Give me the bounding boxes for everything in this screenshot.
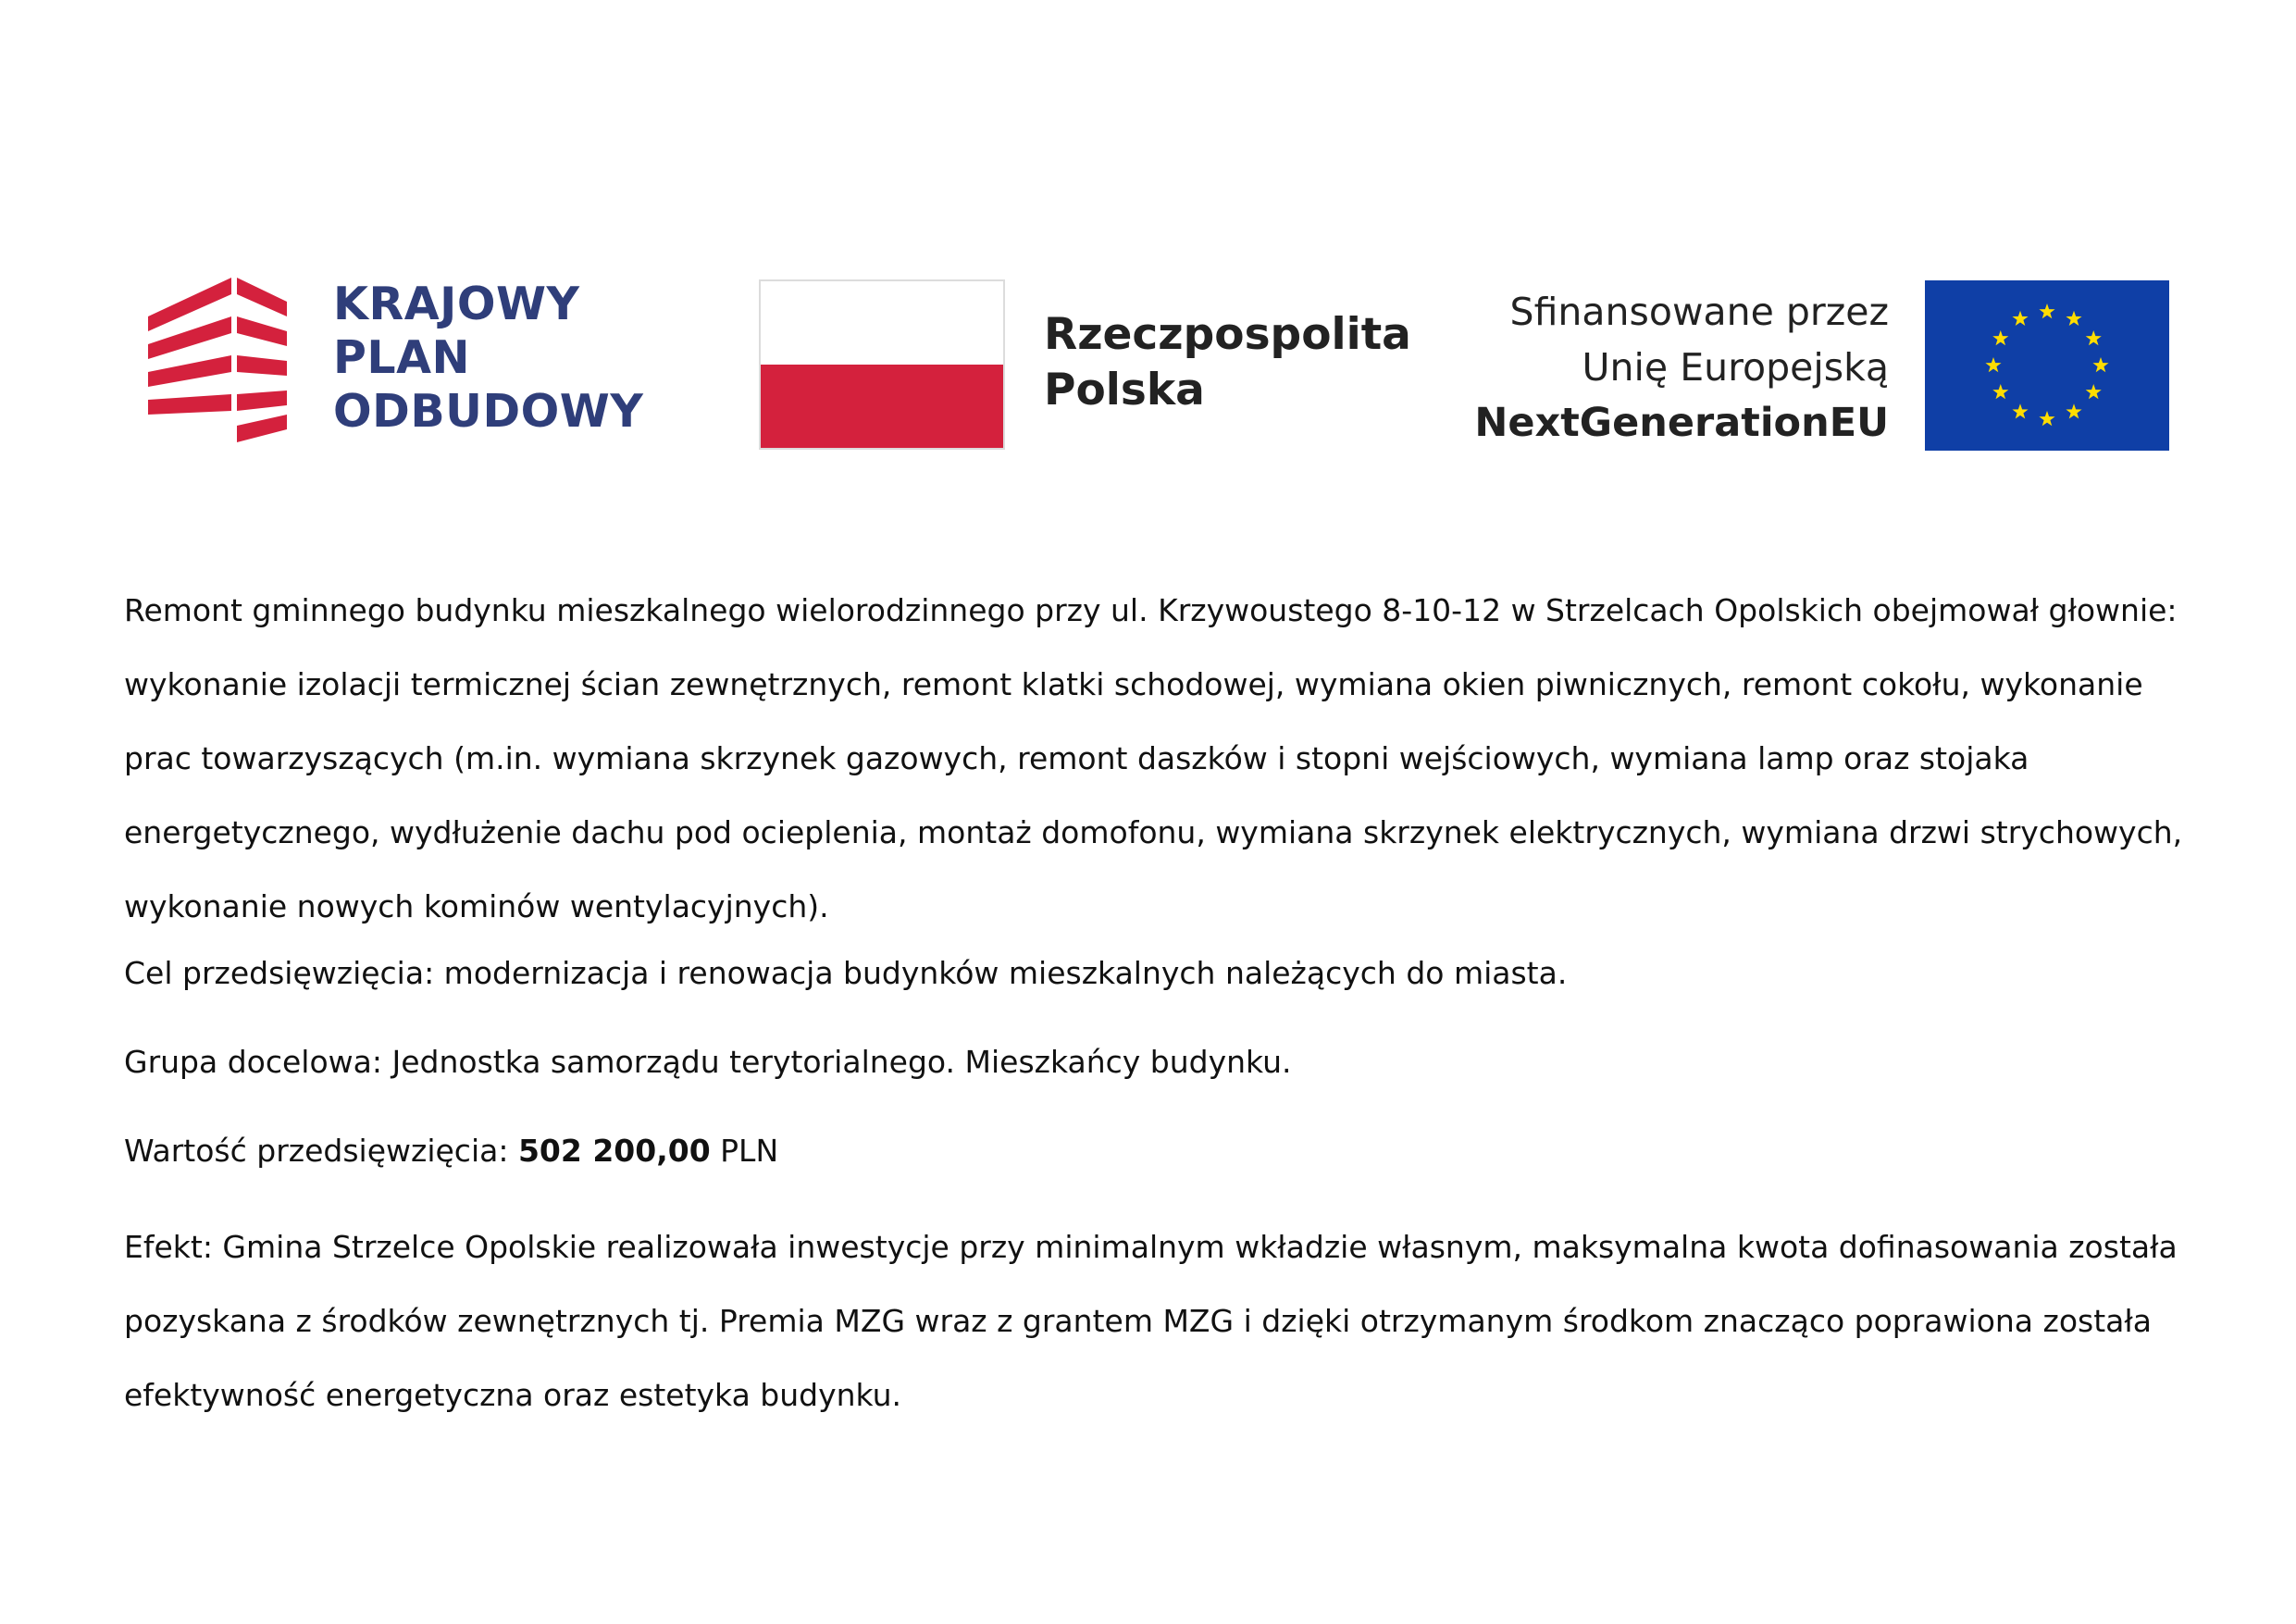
project-description bbox=[124, 574, 2188, 1432]
eu-flag-icon bbox=[1925, 280, 2169, 451]
value-currency: PLN bbox=[710, 1133, 779, 1169]
effect-paragraph: Efekt: Gmina Strzelce Opolskie realizowała inwestycje przy minimalnym wkładzie własnym, maksymalna kwota dofinasowania została pozyskana z środków zewnętrznych tj. Premia MZG wraz z grantem MZG i dzięki otrzymanym środkom znacząco poprawiona została efektywność energetyczna oraz estetyka budynku. bbox=[124, 1229, 2178, 1413]
kpo-line-1: KRAJOWY bbox=[333, 278, 580, 330]
value-label: Wartość przedsięwzięcia: bbox=[124, 1133, 518, 1169]
polish-flag-icon bbox=[759, 279, 1005, 450]
goal-paragraph: Cel przedsięwzięcia: modernizacja i renowacja budynków mieszkalnych należących do miasta. bbox=[124, 955, 1568, 991]
kpo-building-icon bbox=[148, 278, 315, 444]
eu-logo-text bbox=[1474, 284, 1889, 451]
poland-line-1: Rzeczpospolita bbox=[1044, 309, 1411, 360]
poland-logo-text bbox=[1044, 307, 1411, 418]
kpo-logo-text bbox=[333, 278, 643, 439]
poland-line-2: Polska bbox=[1044, 365, 1205, 415]
value-paragraph bbox=[124, 1129, 2188, 1173]
eu-line-2: Unię Europejską bbox=[1582, 345, 1889, 390]
eu-line-1: Sfinansowane przez bbox=[1509, 290, 1889, 334]
eu-line-3: NextGenerationEU bbox=[1474, 400, 1889, 446]
value-amount: 502 200,00 bbox=[517, 1133, 711, 1169]
logo-bar bbox=[0, 0, 2296, 518]
kpo-line-3: ODBUDOWY bbox=[333, 385, 644, 438]
description-paragraph: Remont gminnego budynku mieszkalnego wielorodzinnego przy ul. Krzywoustego 8-10-12 w Strzelcach Opolskich obejmował głownie: wykonanie izolacji termicznej ścian zewnętrznych, remont klatki schodowej, wymiana okien piwnicznych, remont cokołu, wykonanie prac towarzyszących (m.in. wymiana skrzynek gazowych, remont daszków i stopni wejściowych, wymiana lamp oraz stojaka energetycznego, wydłużenie dachu pod ocieplenia, montaż domofonu, wymiana skrzynek elektrycznych, wymiana drzwi strychowych, wykonanie nowych kominów wentylacyjnych). bbox=[124, 592, 2183, 924]
target-group-paragraph: Grupa docelowa: Jednostka samorządu terytorialnego. Mieszkańcy budynku. bbox=[124, 1044, 1292, 1080]
kpo-line-2: PLAN bbox=[333, 331, 471, 384]
